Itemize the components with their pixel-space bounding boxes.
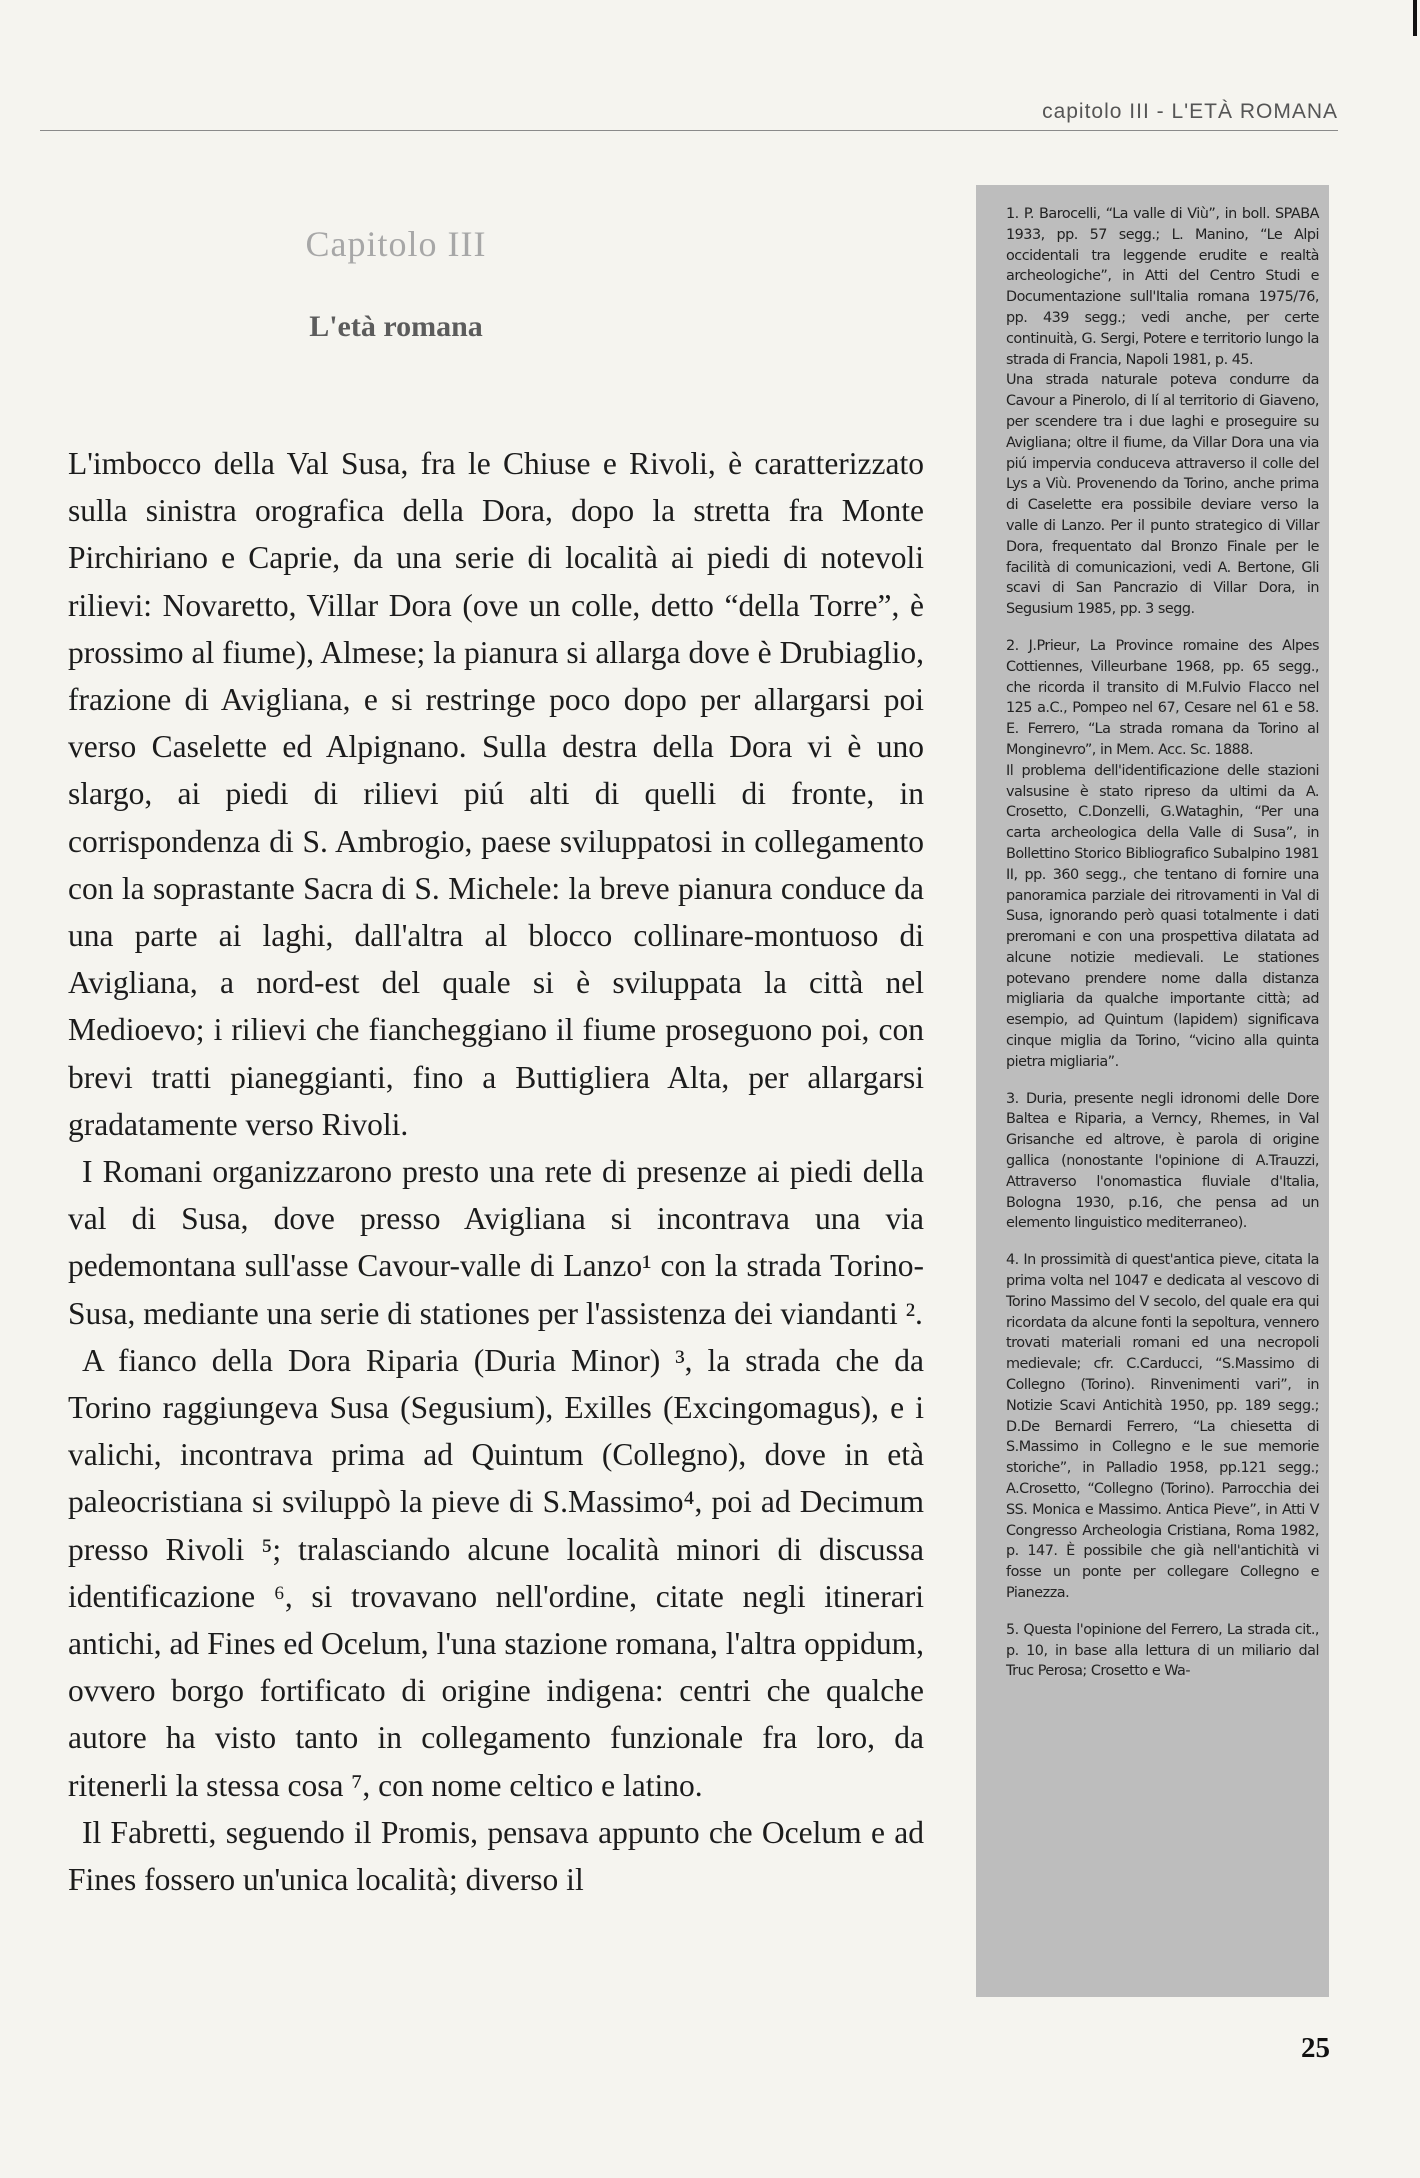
footnote-paragraph: Il problema dell'identificazione delle stazioni valsusine è stato ripreso da ultimi da A. Crosetto, C.Donzelli, G.Wataghin, “Per una carta archeologica della Valle di Susa”, in Bollettino Storico Bibliografico Subalpino 1981 II, pp. 360 segg., che tentano di fornire una panoramica parziale dei ritrovamenti in Val di Susa, ignorando però quasi totalmente i dati preromani e con una prospettiva dilatata ad alcune notizie medievali. Le stationes potevano prendere nome dalla distanza migliaria da qualche importante città; ad esempio, ad Quintum (lapidem) significava cinque miglia da Torino, “vicino alla quinta pietra migliaria”. bbox=[1006, 762, 1319, 1070]
footnote-4 bbox=[1006, 1250, 1319, 1604]
main-paragraph: L'imbocco della Val Susa, fra le Chiuse e Rivoli, è caratterizzato sulla sinistra orografica della Dora, dopo la stretta fra Monte Pirchiriano e Caprie, da una serie di località ai piedi di notevoli rilievi: Novaretto, Villar Dora (ove un colle, detto “della Torre”, è prossimo al fiume), Almese; la pianura si allarga dove è Drubiaglio, frazione di Avigliana, e si restringe poco dopo per allargarsi poi verso Caselette ed Alpignano. Sulla destra della Dora vi è uno slargo, ai piedi di rilievi piú alti di quelli di fronte, in corrispondenza di S. Ambrogio, paese sviluppatosi in collegamento con la soprastante Sacra di S. Michele: la breve pianura conduce da una parte ai laghi, dall'altra al blocco collinare-montuoso di Avigliana, a nord-est del quale si è sviluppata la città nel Medioevo; i rilievi che fiancheggiano il fiume proseguono poi, con brevi tratti pianeggianti, fino a Buttigliera Alta, per allargarsi gradatamente verso Rivoli. bbox=[68, 446, 924, 1142]
footnote-paragraph: 2. J.Prieur, La Province romaine des Alpes Cottiennes, Villeurbane 1968, pp. 65 segg., che ricorda il transito di M.Fulvio Flacco nel 125 a.C., Pompeo nel 67, Cesare nel 61 e 58. E. Ferrero, “La strada romana da Torino al Monginevro”, in Mem. Acc. Sc. 1888. bbox=[1006, 637, 1319, 758]
main-text bbox=[68, 440, 924, 1903]
footnote-paragraph: 5. Questa l'opinione del Ferrero, La strada cit., p. 10, in base alla lettura di un miliario dal Truc Perosa; Crosetto e Wa- bbox=[1006, 1621, 1319, 1680]
footnote-paragraph: 3. Duria, presente negli idronomi delle Dore Baltea e Riparia, a Verncy, Rhemes, in Val Grisanche ed altrove, è parola di origine gallica (nonostante l'opinione di A.Trauzzi, Attraverso l'onomastica fluviale d'Italia, Bologna 1930, p.16, che pensa ad un elemento linguistico mediterraneo). bbox=[1006, 1090, 1319, 1232]
footnotes-panel bbox=[976, 185, 1329, 1997]
chapter-title: L'età romana bbox=[309, 310, 483, 343]
chapter-label: Capitolo III bbox=[305, 224, 487, 264]
footnote-5 bbox=[1006, 1620, 1319, 1682]
running-head: capitolo III - L'ETÀ ROMANA bbox=[1042, 100, 1338, 123]
footnote-2 bbox=[1006, 636, 1319, 1073]
footnote-1 bbox=[1006, 204, 1319, 620]
footnote-3 bbox=[1006, 1089, 1319, 1235]
page-number: 25 bbox=[1301, 2032, 1330, 2064]
main-paragraph: A fianco della Dora Riparia (Duria Minor) ³, la strada che da Torino raggiungeva Susa (Segusium), Exilles (Excingomagus), e i valichi, incontrava prima ad Quintum (Collegno), dove in età paleocristiana si sviluppò la pieve di S.Massimo⁴, poi ad Decimum presso Rivoli ⁵; tralasciando alcune località minori di discussa identificazione ⁶, si trovavano nell'ordine, citate negli itinerari antichi, ad Fines ed Ocelum, l'una stazione romana, l'altra oppidum, ovvero borgo fortificato di origine indigena: centri che qualche autore ha visto tanto in collegamento funzionale fra loro, da ritenerli la stessa cosa ⁷, con nome celtico e latino. bbox=[68, 1342, 924, 1803]
footnote-paragraph: 1. P. Barocelli, “La valle di Viù”, in boll. SPABA 1933, pp. 57 segg.; L. Manino, “Le Alpi occidentali tra leggende erudite e realtà archeologiche”, in Atti del Centro Studi e Documentazione sull'Italia romana 1975/76, pp. 439 segg.; vedi anche, per certe continuità, G. Sergi, Potere e territorio lungo la strada di Francia, Napoli 1981, p. 45. bbox=[1006, 206, 1319, 368]
main-paragraph: I Romani organizzarono presto una rete di presenze ai piedi della val di Susa, dove presso Avigliana si incontrava una via pedemontana sull'asse Cavour-valle di Lanzo¹ con la strada Torino-Susa, mediante una serie di stationes per l'assistenza dei viandanti ². bbox=[68, 1154, 924, 1331]
footnote-paragraph: Una strada naturale poteva condurre da Cavour a Pinerolo, di lí al territorio di Giaveno, per scendere tra i due laghi e proseguire su Avigliana; oltre il fiume, da Villar Dora una via piú impervia conduceva attraverso il colle del Lys a Viù. Provenendo da Torino, anche prima di Caselette era possibile deviare verso la valle di Lanzo. Per il punto strategico di Villar Dora, frequentato dal Bronzo Finale per le facilità di comunicazioni, vedi A. Bertone, Gli scavi di San Pancrazio di Villar Dora, in Segusium 1985, pp. 3 segg. bbox=[1006, 372, 1319, 618]
main-paragraph: Il Fabretti, seguendo il Promis, pensava appunto che Ocelum e ad Fines fossero un'unica località; diverso il bbox=[68, 1814, 924, 1898]
header-rule bbox=[40, 130, 1338, 131]
footnote-paragraph: 4. In prossimità di quest'antica pieve, citata la prima volta nel 1047 e dedicata al vescovo di Torino Massimo del V secolo, del quale era qui ricordata da alcune fonti la sepoltura, vennero trovati materiali romani ed una necropoli medievale; cfr. C.Carducci, “S.Massimo di Collegno (Torino). Rinvenimenti vari”, in Notizie Scavi Antichità 1950, pp. 189 segg.; D.De Bernardi Ferrero, “La chiesetta di S.Massimo in Collegno e le sue memorie storiche”, in Palladio 1958, pp.121 segg.; A.Crosetto, “Collegno (Torino). Parrocchia dei SS. Monica e Massimo. Antica Pieve”, in Atti V Congresso Archeologia Cristiana, Roma 1982, p. 147. È possibile che già nell'antichità vi fosse un ponte per collegare Collegno e Pianezza. bbox=[1006, 1252, 1319, 1601]
edge-mark bbox=[1413, 0, 1417, 36]
